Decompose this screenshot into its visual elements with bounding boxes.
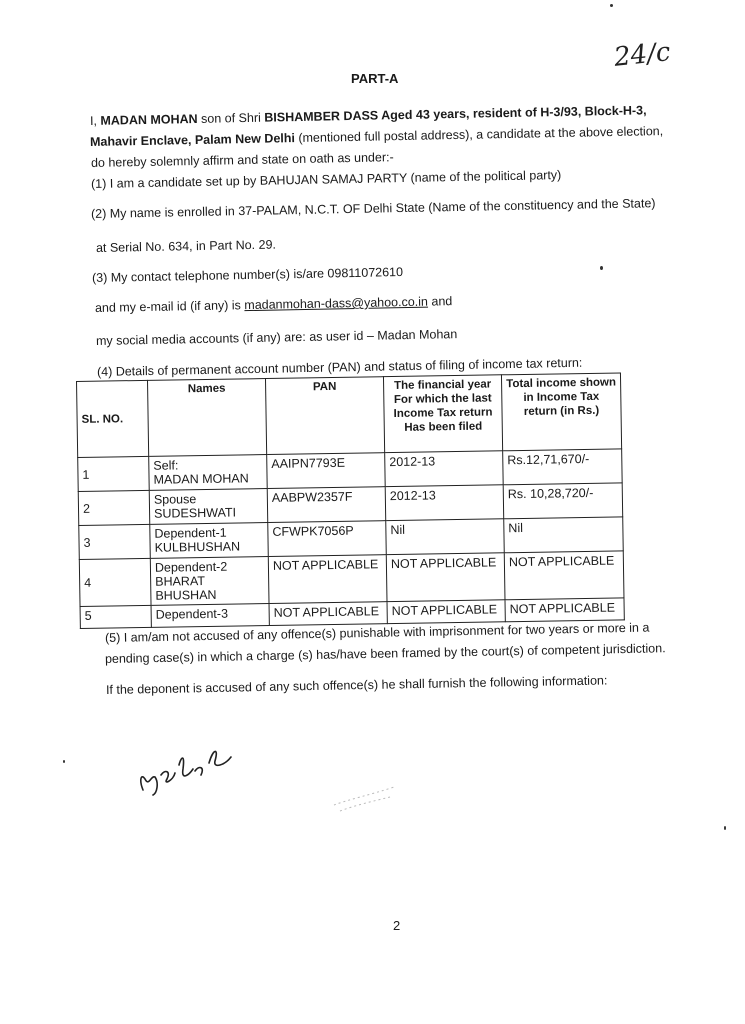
header-total-income: Total income shown in Income Tax return (in Rs.) (501, 373, 621, 451)
page-number: 2 (393, 918, 401, 933)
handwritten-margin-mark: 24/c (612, 37, 672, 73)
header-names: Names (147, 379, 266, 457)
table-row: 5 Dependent-3 NOT APPLICABLE NOT APPLICABLE NOT APPLICABLE (80, 598, 624, 629)
social-media-line: my social media accounts (if any) are: as user id – Madan Mohan (95, 327, 458, 348)
item-2: (2) My name is enrolled in 37-PALAM, N.C.T. OF Delhi State (Name of the constituency and the State) (90, 196, 656, 221)
scan-speck (600, 266, 603, 270)
table-row: 1 Self: MADAN MOHAN AAIPN7793E 2012-13 Rs.12,71,670/- (78, 449, 622, 492)
signature-icon (135, 735, 245, 805)
table-row: 4 Dependent-2 BHARAT BHUSHAN NOT APPLICABLE NOT APPLICABLE NOT APPLICABLE (79, 551, 624, 607)
item-1: (1) I am a candidate set up by BAHUJAN SAMAJ PARTY (name of the political party) (90, 167, 562, 191)
scan-speck (63, 760, 65, 763)
intro-line-2: Mahavir Enclave, Palam New Delhi (mentioned full postal address), a candidate at the above election, (89, 123, 664, 149)
header-sl-no: SL. NO. (77, 380, 149, 457)
item-4: (4) Details of permanent account number (PAN) and status of filing of income tax return: (96, 355, 583, 379)
header-pan: PAN (265, 377, 384, 455)
scan-speck (724, 826, 726, 830)
faint-stamp-icon (330, 775, 400, 815)
table-row: 2 Spouse SUDESHWATI AABPW2357F 2012-13 Rs. 10,28,720/- (78, 483, 622, 526)
pan-income-table (76, 372, 625, 629)
header-financial-year: The financial year For which the last Income Tax return Has been filed (383, 375, 502, 453)
item-3: (3) My contact telephone number(s) is/are 09811072610 (91, 265, 404, 285)
intro-line-3: do hereby solemnly affirm and state on oath as under:- (90, 150, 394, 170)
item-5-line-1: (5) I am/am not accused of any offence(s) punishable with imprisonment for two years or more in a (104, 620, 650, 645)
page-title: PART-A (351, 71, 399, 86)
item-2-serial: at Serial No. 634, in Part No. 29. (95, 237, 277, 255)
table-header-row (77, 373, 622, 458)
table-row: 3 Dependent-1 KULBHUSHAN CFWPK7056P Nil Nil (79, 517, 623, 560)
email-line: and my e-mail id (if any) is madanmohan-dass@yahoo.co.in and (94, 294, 453, 315)
deponent-line: If the deponent is accused of any such offence(s) he shall furnish the following information: (105, 673, 608, 697)
item-5-line-2: pending case(s) in which a charge (s) has/have been framed by the court(s) of competent jurisdiction. (104, 641, 666, 666)
email-address: madanmohan-dass@yahoo.co.in (244, 294, 429, 313)
intro-line-1: I, MADAN MOHAN son of Shri BISHAMBER DASS Aged 43 years, resident of H-3/93, Block-H-3, (89, 103, 647, 128)
scan-speck (610, 4, 613, 7)
